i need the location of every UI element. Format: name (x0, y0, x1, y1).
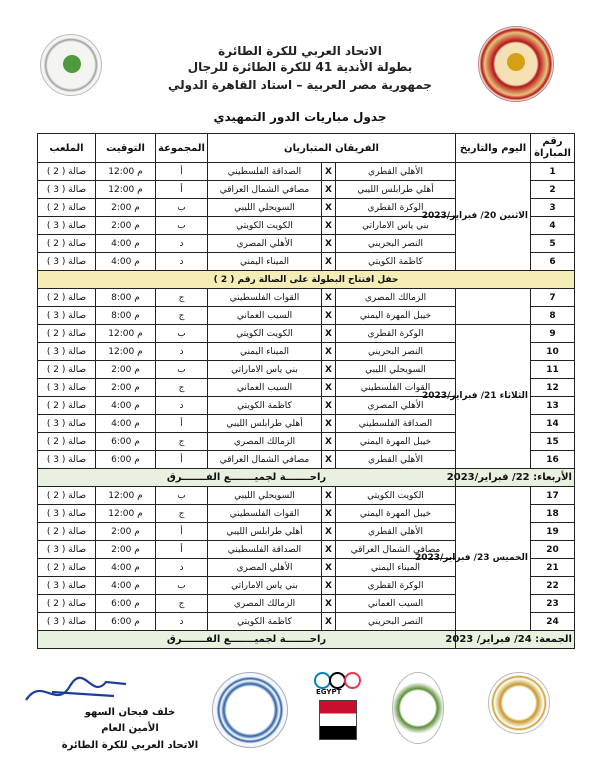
match-number: 6 (531, 253, 575, 271)
versus-mark: X (322, 595, 336, 613)
time-cell: 2:00 م (96, 379, 156, 397)
signatory-org: الاتحاد العربي للكرة الطائرة (61, 740, 199, 751)
rest-day-date: الأربعاء: 22/ فبراير/2023 (456, 469, 575, 487)
signatory-title: الأمين العام (101, 723, 159, 734)
egypt-olympic-committee-logo (312, 672, 362, 742)
away-team: أهلي طرابلس الليبي (208, 523, 322, 541)
venue-cell: صالة ( 2 ) (38, 163, 96, 181)
home-team: خيبل المهرة اليمني (336, 505, 456, 523)
home-team: الصداقة الفلسطيني (336, 415, 456, 433)
versus-mark: X (322, 343, 336, 361)
versus-mark: X (322, 433, 336, 451)
match-number: 12 (531, 379, 575, 397)
table-row (38, 325, 575, 343)
away-team: الصداقة الفلسطيني (208, 163, 322, 181)
schedule-title: جدول مباريات الدور التمهيدي (213, 110, 387, 124)
venue-cell: صالة ( 3 ) (38, 505, 96, 523)
venue-cell: صالة ( 3 ) (38, 379, 96, 397)
away-team: كاظمة الكويتي (208, 613, 322, 631)
day-date-cell: الثلاثاء 21/ فبراير/2023 (456, 325, 531, 469)
group-cell: د (156, 613, 208, 631)
time-cell: 4:00 م (96, 577, 156, 595)
time-cell: 6:00 م (96, 595, 156, 613)
match-number: 13 (531, 397, 575, 415)
versus-mark: X (322, 217, 336, 235)
time-cell: 4:00 م (96, 235, 156, 253)
match-number: 18 (531, 505, 575, 523)
home-team: كاظمة الكويتي (336, 253, 456, 271)
col-header-group: المجموعة (156, 134, 208, 163)
venue-cell: صالة ( 2 ) (38, 487, 96, 505)
venue-cell: صالة ( 2 ) (38, 289, 96, 307)
versus-mark: X (322, 235, 336, 253)
group-cell: ج (156, 289, 208, 307)
egypt-label: EGYPT (316, 688, 342, 696)
opening-ceremony-row (38, 271, 575, 289)
venue-cell: صالة ( 3 ) (38, 343, 96, 361)
group-cell: أ (156, 181, 208, 199)
time-cell: 2:00 م (96, 217, 156, 235)
home-team: النصر البحريني (336, 235, 456, 253)
venue-cell: صالة ( 3 ) (38, 541, 96, 559)
group-cell: ج (156, 433, 208, 451)
home-team: خيبل المهرة اليمني (336, 433, 456, 451)
time-cell: 4:00 م (96, 415, 156, 433)
time-cell: 6:00 م (96, 433, 156, 451)
match-number: 3 (531, 199, 575, 217)
venue-cell: صالة ( 3 ) (38, 415, 96, 433)
time-cell: 12:00 م (96, 181, 156, 199)
group-cell: أ (156, 451, 208, 469)
venue-cell: صالة ( 2 ) (38, 433, 96, 451)
venue-cell: صالة ( 2 ) (38, 595, 96, 613)
home-team: القوات الفلسطيني (336, 379, 456, 397)
arab-volleyball-association-logo (40, 34, 102, 96)
home-team: السويحلي الليبي (336, 361, 456, 379)
group-cell: أ (156, 523, 208, 541)
group-cell: ب (156, 199, 208, 217)
time-cell: 8:00 م (96, 289, 156, 307)
versus-mark: X (322, 361, 336, 379)
group-cell: ج (156, 505, 208, 523)
match-number: 14 (531, 415, 575, 433)
venue-cell: صالة ( 2 ) (38, 235, 96, 253)
venue-cell: صالة ( 3 ) (38, 217, 96, 235)
away-team: الميناء اليمني (208, 253, 322, 271)
venue-cell: صالة ( 3 ) (38, 451, 96, 469)
header-tournament: بطولة الأندية 41 للكرة الطائرة للرجال (187, 60, 413, 74)
rest-note: راحـــــــة لجميـــــــع الفـــــــرق (38, 469, 456, 487)
match-number: 15 (531, 433, 575, 451)
time-cell: 2:00 م (96, 361, 156, 379)
match-number: 19 (531, 523, 575, 541)
time-cell: 12:00 م (96, 505, 156, 523)
home-team: خيبل المهرة اليمني (336, 307, 456, 325)
versus-mark: X (322, 451, 336, 469)
away-team: الأهلي المصري (208, 235, 322, 253)
home-team: الكويت الكويتي (336, 487, 456, 505)
venue-cell: صالة ( 3 ) (38, 253, 96, 271)
time-cell: 2:00 م (96, 541, 156, 559)
group-cell: ب (156, 325, 208, 343)
home-team: الأهلي القطري (336, 163, 456, 181)
table-row (38, 289, 575, 307)
away-team: مصافي الشمال العراقي (208, 451, 322, 469)
volleyball-icon (507, 53, 525, 71)
versus-mark: X (322, 415, 336, 433)
away-team: أهلي طرابلس الليبي (208, 415, 322, 433)
time-cell: 12:00 م (96, 325, 156, 343)
time-cell: 12:00 م (96, 487, 156, 505)
versus-mark: X (322, 199, 336, 217)
group-cell: ب (156, 577, 208, 595)
versus-mark: X (322, 487, 336, 505)
away-team: الكويت الكويتي (208, 325, 322, 343)
home-team: النصر البحريني (336, 343, 456, 361)
versus-mark: X (322, 523, 336, 541)
away-team: الميناء اليمني (208, 343, 322, 361)
group-cell: أ (156, 541, 208, 559)
venue-cell: صالة ( 2 ) (38, 199, 96, 217)
day-date-cell: الخميس 23/ فبراير/2023 (456, 487, 531, 631)
venue-cell: صالة ( 2 ) (38, 559, 96, 577)
home-team: الأهلي القطري (336, 451, 456, 469)
group-cell: ج (156, 595, 208, 613)
venue-cell: صالة ( 3 ) (38, 613, 96, 631)
olympic-ring-icon (344, 672, 361, 689)
match-number: 24 (531, 613, 575, 631)
versus-mark: X (322, 253, 336, 271)
away-team: الزمالك المصري (208, 595, 322, 613)
away-team: السيب العماني (208, 307, 322, 325)
match-number: 2 (531, 181, 575, 199)
group-cell: أ (156, 415, 208, 433)
home-team: الأهلي القطري (336, 523, 456, 541)
rest-note: راحـــــــة لجميـــــــع الفـــــــرق (38, 631, 456, 649)
versus-mark: X (322, 505, 336, 523)
group-cell: ب (156, 217, 208, 235)
away-team: القوات الفلسطيني (208, 289, 322, 307)
away-team: الكويت الكويتي (208, 217, 322, 235)
time-cell: 4:00 م (96, 397, 156, 415)
time-cell: 12:00 م (96, 163, 156, 181)
group-cell: أ (156, 163, 208, 181)
time-cell: 2:00 م (96, 199, 156, 217)
away-team: الصداقة الفلسطيني (208, 541, 322, 559)
time-cell: 8:00 م (96, 307, 156, 325)
match-number: 17 (531, 487, 575, 505)
match-number: 11 (531, 361, 575, 379)
away-team: الزمالك المصري (208, 433, 322, 451)
home-team: بني ياس الاماراتي (336, 217, 456, 235)
tournament-logo (478, 26, 554, 102)
away-team: السيب العماني (208, 379, 322, 397)
match-number: 5 (531, 235, 575, 253)
col-header-teams: الفريقان المتباريان (208, 134, 456, 163)
away-team: مصافي الشمال العراقي (208, 181, 322, 199)
ministry-emblem (392, 672, 444, 744)
away-team: كاظمة الكويتي (208, 397, 322, 415)
away-team: القوات الفلسطيني (208, 505, 322, 523)
match-number: 22 (531, 577, 575, 595)
versus-mark: X (322, 577, 336, 595)
home-team: الوكرة القطري (336, 325, 456, 343)
time-cell: 6:00 م (96, 613, 156, 631)
venue-cell: صالة ( 2 ) (38, 523, 96, 541)
rest-day-row-friday (38, 631, 575, 649)
group-cell: د (156, 397, 208, 415)
home-team: الوكرة القطري (336, 577, 456, 595)
time-cell: 4:00 م (96, 253, 156, 271)
signature-scribble (22, 670, 132, 712)
group-cell: ج (156, 307, 208, 325)
col-header-time: التوقيت (96, 134, 156, 163)
venue-cell: صالة ( 3 ) (38, 181, 96, 199)
home-team: الأهلي المصري (336, 397, 456, 415)
home-team: الميناء اليمني (336, 559, 456, 577)
table-row (38, 487, 575, 505)
away-team: الأهلي المصري (208, 559, 322, 577)
table-row (38, 163, 575, 181)
away-team: السويحلي الليبي (208, 487, 322, 505)
match-number: 9 (531, 325, 575, 343)
rest-day-date: الجمعة: 24/ فبراير/ 2023 (456, 631, 575, 649)
match-number: 8 (531, 307, 575, 325)
col-header-number: رقم المباراة (531, 134, 575, 163)
away-team: بني ياس الاماراتي (208, 361, 322, 379)
home-team: أهلي طرابلس الليبي (336, 181, 456, 199)
versus-mark: X (322, 613, 336, 631)
away-team: السويحلي الليبي (208, 199, 322, 217)
header-federation: الاتحاد العربي للكرة الطائرة (218, 44, 382, 58)
home-team: النصر البحريني (336, 613, 456, 631)
day-date-cell-empty (456, 289, 531, 325)
schedule-table (37, 133, 575, 649)
match-number: 10 (531, 343, 575, 361)
group-cell: د (156, 235, 208, 253)
group-cell: د (156, 343, 208, 361)
time-cell: 2:00 م (96, 523, 156, 541)
day-date-cell: الاثنين 20/ فبراير/2023 (456, 163, 531, 271)
rest-day-row-wednesday (38, 469, 575, 487)
opening-ceremony-row-cell: حفل افتتاح البطولة على الصالة رقم ( 2 ) (38, 271, 575, 289)
away-team: بني ياس الاماراتي (208, 577, 322, 595)
schedule-body (38, 163, 575, 649)
egypt-flag-icon (319, 700, 357, 740)
match-number: 4 (531, 217, 575, 235)
versus-mark: X (322, 541, 336, 559)
venue-cell: صالة ( 3 ) (38, 307, 96, 325)
col-header-venue: الملعب (38, 134, 96, 163)
time-cell: 4:00 م (96, 559, 156, 577)
group-cell: ب (156, 487, 208, 505)
group-cell: ب (156, 361, 208, 379)
versus-mark: X (322, 397, 336, 415)
match-number: 7 (531, 289, 575, 307)
group-cell: د (156, 559, 208, 577)
signatory-name: خلف فيحان السهو (84, 707, 176, 718)
versus-mark: X (322, 559, 336, 577)
venue-cell: صالة ( 2 ) (38, 325, 96, 343)
match-number: 21 (531, 559, 575, 577)
versus-mark: X (322, 379, 336, 397)
home-team: الوكرة القطري (336, 199, 456, 217)
arab-volleyball-association-seal (212, 672, 288, 748)
venue-cell: صالة ( 2 ) (38, 397, 96, 415)
match-number: 23 (531, 595, 575, 613)
home-team: مصافي الشمال العراقي (336, 541, 456, 559)
time-cell: 12:00 م (96, 343, 156, 361)
col-header-day: اليوم والتاريخ (456, 134, 531, 163)
versus-mark: X (322, 163, 336, 181)
match-number: 16 (531, 451, 575, 469)
match-number: 1 (531, 163, 575, 181)
versus-mark: X (322, 325, 336, 343)
group-cell: د (156, 253, 208, 271)
home-team: السيب العماني (336, 595, 456, 613)
ministry-youth-sports-logo (488, 672, 550, 734)
table-header-row (38, 134, 575, 163)
venue-cell: صالة ( 2 ) (38, 361, 96, 379)
group-cell: ج (156, 379, 208, 397)
match-number: 20 (531, 541, 575, 559)
header-venue: جمهورية مصر العربية – استاد القاهرة الدولي (168, 78, 432, 92)
versus-mark: X (322, 307, 336, 325)
home-team: الزمالك المصري (336, 289, 456, 307)
volleyball-icon (63, 55, 81, 73)
versus-mark: X (322, 289, 336, 307)
venue-cell: صالة ( 3 ) (38, 577, 96, 595)
time-cell: 6:00 م (96, 451, 156, 469)
versus-mark: X (322, 181, 336, 199)
